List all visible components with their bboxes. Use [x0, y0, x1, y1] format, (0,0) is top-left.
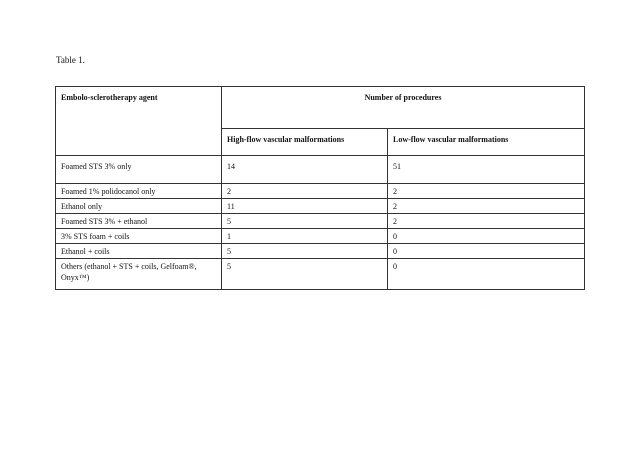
table-row: [56, 199, 585, 214]
low-flow-cell: 2: [388, 199, 585, 214]
agent-cell: Foamed 1% polidocanol only: [56, 184, 222, 199]
procedures-column-header: Number of procedures: [222, 87, 585, 129]
table-row: [56, 214, 585, 229]
high-flow-cell: 11: [222, 199, 388, 214]
low-flow-subheader: Low-flow vascular malformations: [388, 129, 585, 156]
high-flow-cell: 1: [222, 229, 388, 244]
low-flow-cell: 2: [388, 214, 585, 229]
high-flow-cell: 2: [222, 184, 388, 199]
high-flow-subheader: High-flow vascular malformations: [222, 129, 388, 156]
header-row: [56, 87, 585, 129]
high-flow-cell: 5: [222, 259, 388, 290]
agent-cell: Ethanol only: [56, 199, 222, 214]
table-row: [56, 184, 585, 199]
low-flow-cell: 0: [388, 229, 585, 244]
agent-cell: Foamed STS 3% + ethanol: [56, 214, 222, 229]
table-row: [56, 244, 585, 259]
high-flow-cell: 14: [222, 156, 388, 184]
agent-cell: Ethanol + coils: [56, 244, 222, 259]
agent-cell: Others (ethanol + STS + coils, Gelfoam®, Onyx™): [56, 259, 222, 290]
low-flow-cell: 0: [388, 244, 585, 259]
procedures-table: [55, 86, 585, 290]
low-flow-cell: 2: [388, 184, 585, 199]
high-flow-cell: 5: [222, 244, 388, 259]
agent-cell: Foamed STS 3% only: [56, 156, 222, 184]
table-row: [56, 229, 585, 244]
high-flow-cell: 5: [222, 214, 388, 229]
agent-column-header: Embolo-sclerotherapy agent: [56, 87, 222, 156]
table-row: [56, 259, 585, 290]
table-caption: Table 1.: [56, 55, 85, 65]
agent-cell: 3% STS foam + coils: [56, 229, 222, 244]
low-flow-cell: 51: [388, 156, 585, 184]
low-flow-cell: 0: [388, 259, 585, 290]
table-row: [56, 156, 585, 184]
